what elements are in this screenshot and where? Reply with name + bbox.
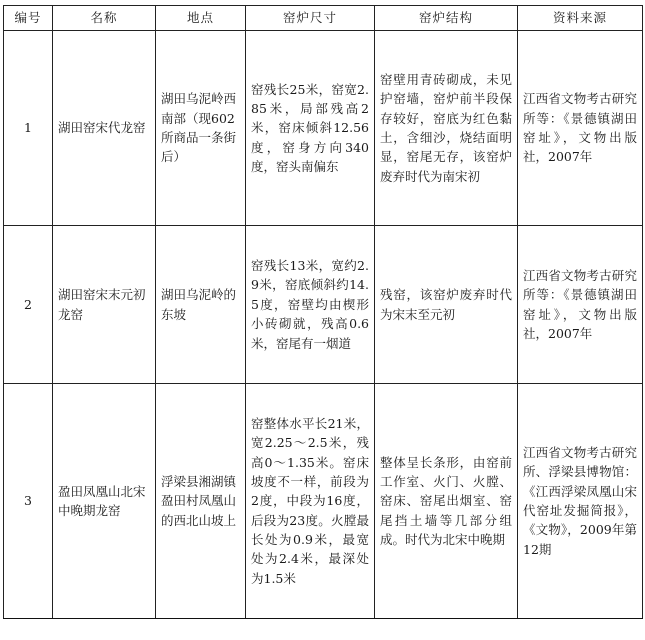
- cell-structure: 残窑，该窑炉废弃时代为宋末至元初: [375, 226, 518, 384]
- header-row: [4, 6, 643, 31]
- cell-place: 湖田乌泥岭的东坡: [156, 226, 246, 384]
- cell-place: 浮梁县湘湖镇盈田村凤凰山的西北山坡上: [156, 384, 246, 619]
- cell-source: 江西省文物考古研究所等：《景德镇湖田窑址》，文物出版社，2007年: [518, 31, 643, 226]
- cell-no: 1: [4, 31, 53, 226]
- table-row: [4, 226, 643, 384]
- header-no: 编号: [4, 6, 53, 31]
- kiln-data-table: [3, 5, 643, 619]
- cell-size: 窑整体水平长21米，宽2.25～2.5米，残高0～1.35米。窑床坡度不一样，前段为2度，中段为16度，后段为23度。火膛最长处为0.9米，最宽处为2.4米，最深处为1.5米: [246, 384, 375, 619]
- cell-place: 湖田乌泥岭西南部（现602所商品一条街后）: [156, 31, 246, 226]
- table-row: [4, 31, 643, 226]
- cell-source: 江西省文物考古研究所等：《景德镇湖田窑址》，文物出版社，2007年: [518, 226, 643, 384]
- header-name: 名称: [53, 6, 156, 31]
- cell-no: 3: [4, 384, 53, 619]
- header-place: 地点: [156, 6, 246, 31]
- cell-name: 盈田凤凰山北宋中晚期龙窑: [53, 384, 156, 619]
- cell-name: 湖田窑宋代龙窑: [53, 31, 156, 226]
- table-header: [4, 6, 643, 31]
- table-row: [4, 384, 643, 619]
- cell-size: 窑残长25米，窑宽2.85米，局部残高2米，窑床倾斜12.56度，窑身方向340度，窑头南偏东: [246, 31, 375, 226]
- cell-size: 窑残长13米，宽约2.9米，窑底倾斜约14.5度，窑壁均由楔形小砖砌就，残高0.6米，窑尾有一烟道: [246, 226, 375, 384]
- table-body: [4, 31, 643, 619]
- cell-structure: 整体呈长条形，由窑前工作室、火门、火膛、窑床、窑尾出烟室、窑尾挡土墙等几部分组成。时代为北宋中晚期: [375, 384, 518, 619]
- cell-no: 2: [4, 226, 53, 384]
- cell-structure: 窑壁用青砖砌成，未见护窑墙，窑炉前半段保存较好，窑底为红色黏土，含细沙，烧结面明显，窑尾无存，该窑炉废弃时代为南宋初: [375, 31, 518, 226]
- cell-name: 湖田窑宋末元初龙窑: [53, 226, 156, 384]
- header-source: 资料来源: [518, 6, 643, 31]
- cell-source: 江西省文物考古研究所、浮梁县博物馆：《江西浮梁凤凰山宋代窑址发掘简报》，《文物》，2009年第12期: [518, 384, 643, 619]
- header-structure: 窑炉结构: [375, 6, 518, 31]
- header-size: 窑炉尺寸: [246, 6, 375, 31]
